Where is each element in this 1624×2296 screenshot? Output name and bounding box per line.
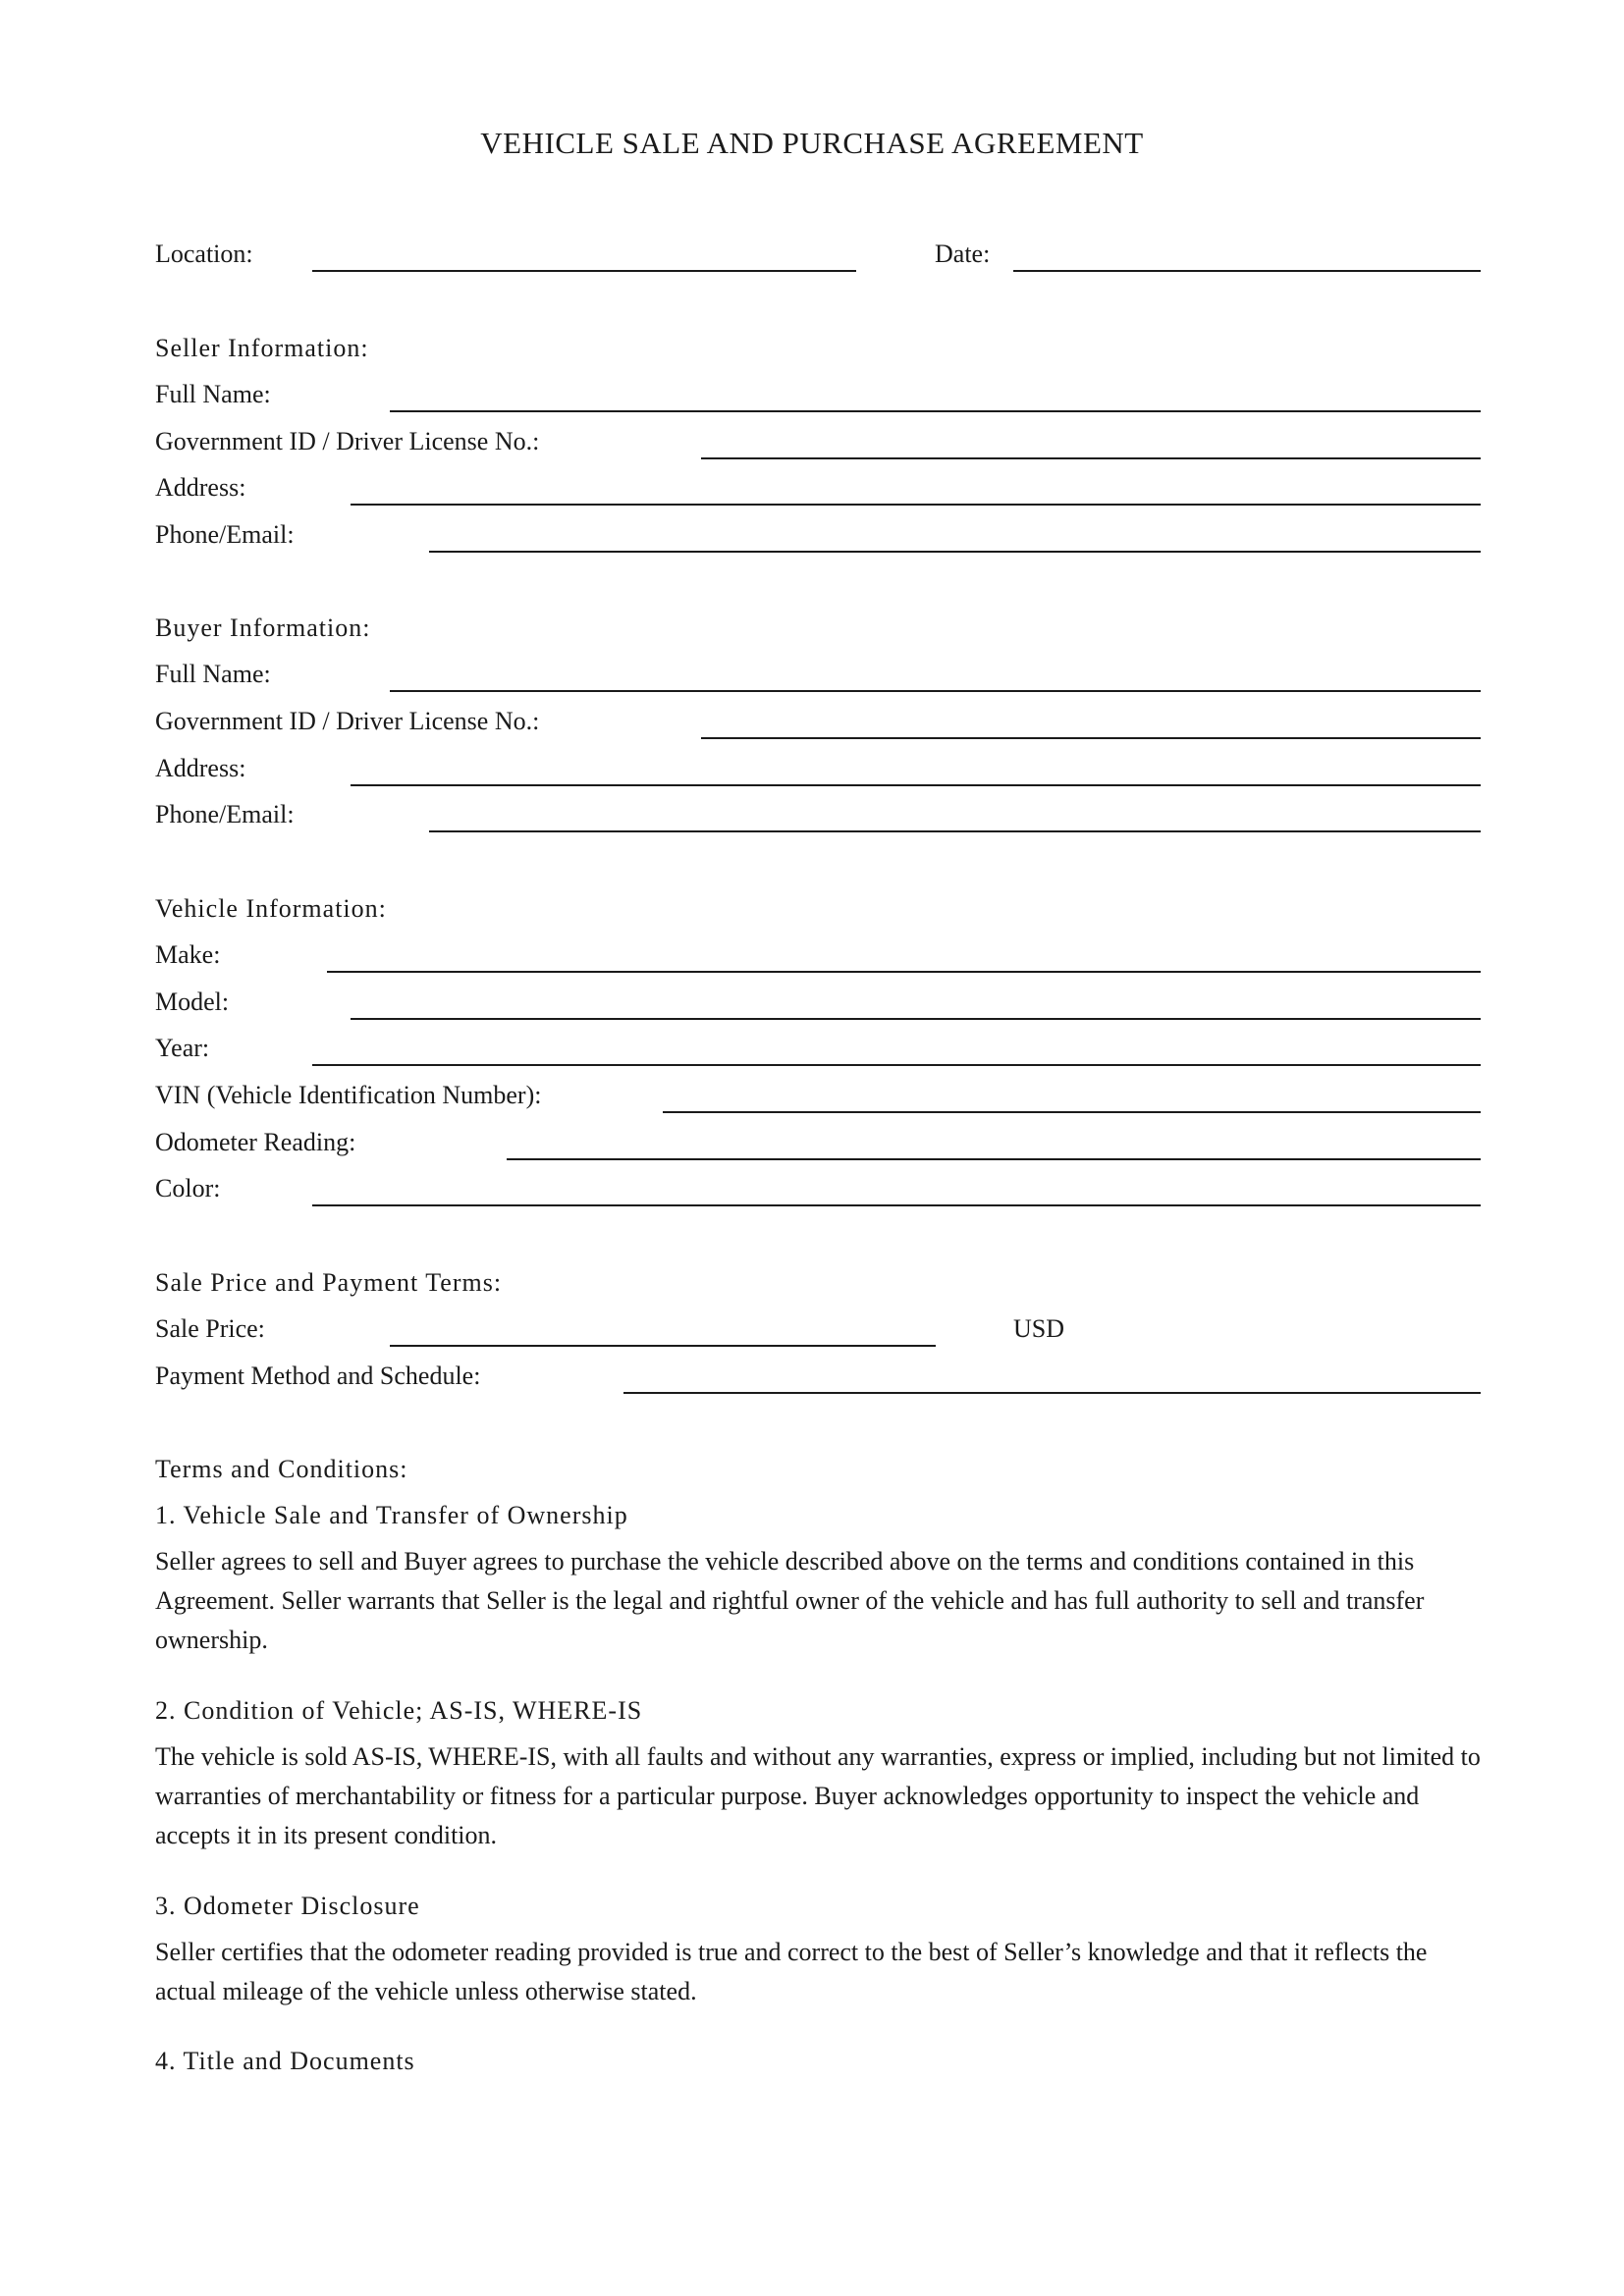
buyer-full-name-field[interactable]	[390, 690, 1481, 692]
sale-price-label: Sale Price:	[155, 1314, 265, 1343]
vehicle-make-field[interactable]	[327, 971, 1481, 973]
vehicle-vin-field[interactable]	[663, 1111, 1481, 1113]
sale-heading: Sale Price and Payment Terms:	[155, 1268, 503, 1297]
terms-section-body: The vehicle is sold AS-IS, WHERE-IS, with all faults and without any warranties, express or implied, including but not limited to warranties of merchantability or fitness for a particular purpose. Buyer acknowledges opportunity to inspect the vehicle and accepts it in its present condition.	[155, 1742, 1481, 1849]
buyer-phone-email-field[interactable]	[429, 830, 1481, 832]
buyer-gov-id-field[interactable]	[701, 737, 1481, 739]
seller-full-name-field[interactable]	[390, 410, 1481, 412]
seller-phone-email-label: Phone/Email:	[155, 520, 295, 549]
seller-address-field[interactable]	[351, 504, 1481, 506]
vehicle-odometer-field[interactable]	[507, 1158, 1481, 1160]
sale-price-field[interactable]	[390, 1345, 936, 1347]
seller-full-name-label: Full Name:	[155, 380, 271, 408]
buyer-heading: Buyer Information:	[155, 614, 371, 642]
vehicle-year-label: Year:	[155, 1034, 210, 1062]
vehicle-model-field[interactable]	[351, 1018, 1481, 1020]
buyer-gov-id-label: Government ID / Driver License No.:	[155, 707, 540, 735]
terms-heading: Terms and Conditions:	[155, 1455, 408, 1483]
terms-section-title: 3. Odometer Disclosure	[155, 1892, 420, 1920]
vehicle-odometer-label: Odometer Reading:	[155, 1128, 356, 1156]
sale-currency-label: USD	[1013, 1314, 1065, 1343]
vehicle-color-label: Color:	[155, 1174, 221, 1202]
terms-section-body: Seller certifies that the odometer reading provided is true and correct to the best of Seller’s knowledge and that it reflects the actual mileage of the vehicle unless otherwise stated.	[155, 1938, 1428, 2005]
vehicle-color-field[interactable]	[312, 1204, 1481, 1206]
buyer-address-field[interactable]	[351, 784, 1481, 786]
vehicle-heading: Vehicle Information:	[155, 894, 387, 923]
payment-method-field[interactable]	[623, 1392, 1481, 1394]
buyer-phone-email-label: Phone/Email:	[155, 800, 295, 828]
terms-section-title: 2. Condition of Vehicle; AS-IS, WHERE-IS	[155, 1696, 643, 1725]
seller-gov-id-field[interactable]	[701, 457, 1481, 459]
vehicle-vin-label: VIN (Vehicle Identification Number):	[155, 1081, 542, 1109]
seller-gov-id-label: Government ID / Driver License No.:	[155, 427, 540, 455]
seller-heading: Seller Information:	[155, 334, 369, 362]
document-title: VEHICLE SALE AND PURCHASE AGREEMENT	[480, 126, 1144, 160]
vehicle-model-label: Model:	[155, 988, 230, 1016]
buyer-address-label: Address:	[155, 754, 246, 782]
terms-section-title: 1. Vehicle Sale and Transfer of Ownership	[155, 1501, 628, 1529]
terms-section-title: 4. Title and Documents	[155, 2047, 415, 2075]
buyer-full-name-label: Full Name:	[155, 660, 271, 688]
date-field[interactable]	[1013, 270, 1481, 272]
location-label: Location:	[155, 240, 253, 268]
location-field[interactable]	[312, 270, 856, 272]
seller-address-label: Address:	[155, 473, 246, 502]
terms-section-body: Seller agrees to sell and Buyer agrees to purchase the vehicle described above on the terms and conditions contained in this Agreement. Seller warrants that Seller is the legal and rightful owner of the vehicle and has full authority to sell and transfer ownership.	[155, 1547, 1425, 1654]
vehicle-make-label: Make:	[155, 940, 221, 969]
payment-method-label: Payment Method and Schedule:	[155, 1362, 481, 1390]
vehicle-year-field[interactable]	[312, 1064, 1481, 1066]
date-label: Date:	[935, 240, 991, 268]
seller-phone-email-field[interactable]	[429, 551, 1481, 553]
